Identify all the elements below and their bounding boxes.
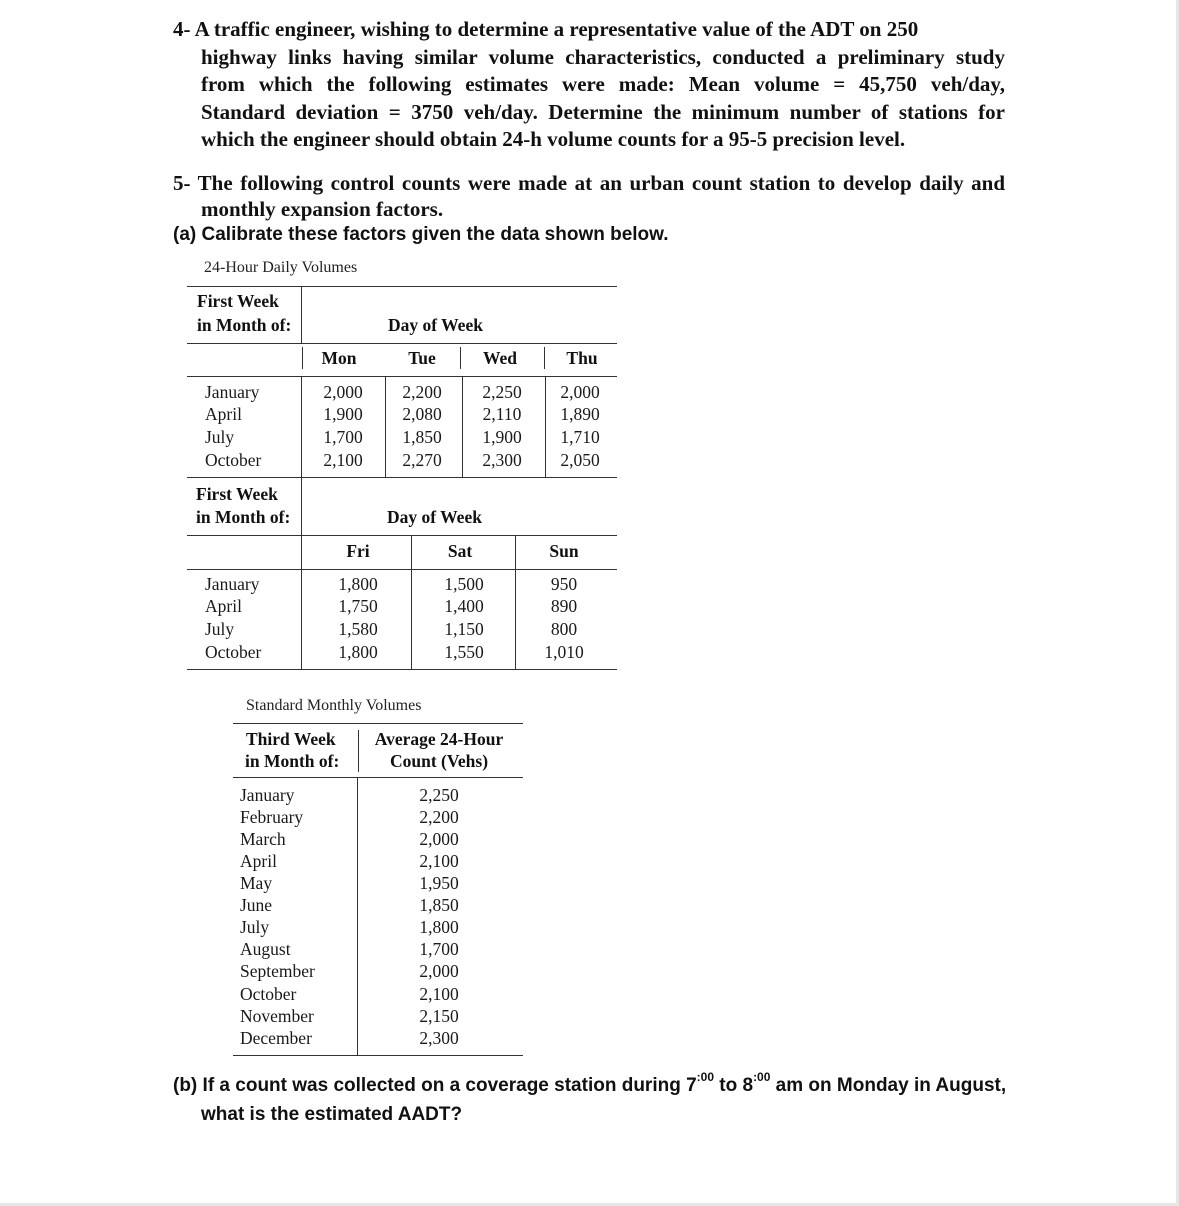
question-5-part-a: (a) Calibrate these factors given the data shown below. [173, 224, 669, 245]
monthly-month: April [240, 851, 277, 871]
monthly-bottom-rule [233, 1055, 523, 1056]
table1-day-divider [302, 347, 303, 369]
monthly-count: 2,000 [419, 829, 459, 849]
table1-day-divider [460, 347, 461, 369]
table1-cell: 1,900 [482, 427, 522, 447]
table1-month: July [205, 427, 235, 447]
table2-group-header: Day of Week [387, 507, 482, 527]
question-5-line-2: monthly expansion factors. [201, 196, 444, 221]
table2-cell: 1,550 [444, 642, 484, 662]
monthly-month: July [240, 917, 270, 937]
table1-cell: 1,710 [560, 427, 600, 447]
table2-cell: 950 [550, 574, 578, 594]
table1-body-divider [301, 377, 302, 477]
monthly-month: January [240, 785, 295, 805]
table2-cell: 1,400 [444, 596, 484, 616]
monthly-count: 2,000 [419, 961, 459, 981]
table2-bottom-rule [187, 669, 617, 670]
table1-group-rule [187, 343, 617, 344]
monthly-month: November [240, 1006, 314, 1026]
question-5-part-b [173, 1071, 1006, 1129]
question-5 [173, 171, 1005, 222]
table2-cell: 1,800 [338, 642, 378, 662]
table1-cell: 2,080 [402, 404, 442, 424]
table2-cell: 890 [550, 596, 578, 616]
table2-cell: 1,580 [338, 619, 378, 639]
monthly-count: 2,150 [419, 1006, 459, 1026]
monthly-month: September [240, 961, 315, 981]
question-4-line-2: highway links having similar volume characteristics, conducted a preliminary study [201, 44, 1005, 69]
table2-cell: 1,800 [338, 574, 378, 594]
table2-body-divider [411, 536, 412, 669]
daily-volumes-caption: 24-Hour Daily Volumes [204, 259, 358, 276]
monthly-month: March [240, 829, 286, 849]
table2-cell: 800 [550, 619, 578, 639]
table1-month: January [205, 382, 260, 402]
part-b-suffix: am on Monday in August, [770, 1075, 1007, 1096]
table1-cell: 2,000 [560, 382, 600, 402]
monthly-header-divider [358, 730, 359, 772]
monthly-count: 2,300 [419, 1028, 459, 1048]
question-4-line-1: 4- A traffic engineer, wishing to determine a representative value of the ADT on 250 [173, 17, 919, 41]
monthly-count: 2,100 [419, 984, 459, 1004]
table1-cell: 2,270 [402, 450, 442, 470]
table2-day-sun: Sun [549, 541, 579, 561]
monthly-col1-header-line1: Third Week [246, 729, 336, 749]
table2-group-rule [187, 535, 617, 536]
table2-day-fri: Fri [346, 541, 370, 561]
table2-row-header-line2: in Month of: [196, 507, 291, 527]
monthly-count: 1,850 [419, 895, 459, 915]
table1-cell: 1,890 [560, 404, 600, 424]
table1-group-header: Day of Week [388, 315, 483, 335]
table1-cell: 1,900 [323, 404, 363, 424]
table2-body-divider [515, 536, 516, 669]
monthly-count: 2,250 [419, 785, 459, 805]
table1-header-divider [301, 287, 302, 343]
table1-cell: 2,100 [323, 450, 363, 470]
monthly-col2-header-line2: Count (Vehs) [389, 751, 489, 771]
table2-header-divider [301, 478, 302, 535]
monthly-body-divider [357, 778, 358, 1055]
table2-row-header-line1: First Week [196, 484, 278, 504]
table1-month: April [205, 404, 242, 424]
table2-cell: 1,010 [544, 642, 584, 662]
table1-cell: 1,850 [402, 427, 442, 447]
question-5-line-1: 5- The following control counts were made at an urban count station to develop daily and [173, 171, 1005, 195]
table1-day-divider [544, 347, 545, 369]
question-4 [173, 16, 1005, 154]
monthly-count: 2,100 [419, 851, 459, 871]
monthly-col2-header-line1: Average 24-Hour [374, 729, 504, 749]
monthly-month: February [240, 807, 304, 827]
monthly-month: December [240, 1028, 312, 1048]
table1-cell: 2,050 [560, 450, 600, 470]
table1-day-thu: Thu [566, 348, 598, 368]
table1-bottom-rule [187, 477, 617, 478]
question-4-line-5: which the engineer should obtain 24-h volume counts for a 95-5 precision level. [201, 127, 906, 151]
table2-cell: 1,750 [338, 596, 378, 616]
table2-body-divider [301, 536, 302, 669]
monthly-count: 1,800 [419, 917, 459, 937]
part-b-time-start-minutes: :00 [696, 1069, 714, 1084]
table1-cell: 1,700 [323, 427, 363, 447]
monthly-month: October [240, 984, 297, 1004]
monthly-month: June [240, 895, 273, 915]
table1-month: October [205, 450, 262, 470]
part-b-line-2: what is the estimated AADT? [201, 1104, 463, 1125]
table2-month: July [205, 619, 235, 639]
question-4-line-3: from which the following estimates were made: Mean volume = 45,750 veh/day, [201, 72, 1005, 96]
monthly-count: 1,700 [419, 939, 459, 959]
part-b-prefix: (b) If a count was collected on a coverage station during 7 [173, 1075, 697, 1096]
table1-header-rule [187, 376, 617, 377]
table1-day-mon: Mon [321, 348, 357, 368]
table2-month: January [205, 574, 260, 594]
table1-cell: 2,110 [482, 404, 522, 424]
table1-cell: 2,200 [402, 382, 442, 402]
table2-day-sat: Sat [447, 541, 473, 561]
table2-cell: 1,150 [444, 619, 484, 639]
table1-cell: 2,000 [323, 382, 363, 402]
table1-cell: 2,300 [482, 450, 522, 470]
monthly-top-rule [233, 723, 523, 724]
table1-cell: 2,250 [482, 382, 522, 402]
table2-month: April [205, 596, 242, 616]
table2-cell: 1,500 [444, 574, 484, 594]
question-4-line-4: Standard deviation = 3750 veh/day. Determine the minimum number of stations for [201, 99, 1005, 124]
table1-row-header-line2: in Month of: [197, 315, 292, 335]
monthly-month: August [240, 939, 291, 959]
monthly-col1-header-line2: in Month of: [245, 751, 340, 771]
table1-day-wed: Wed [482, 348, 518, 368]
monthly-count: 2,200 [419, 807, 459, 827]
table1-body-divider [462, 377, 463, 477]
table1-row-header-line1: First Week [197, 291, 279, 311]
monthly-header-rule [233, 777, 523, 778]
table1-day-tue: Tue [408, 348, 436, 368]
table2-header-rule [187, 569, 617, 570]
table2-month: October [205, 642, 262, 662]
monthly-count: 1,950 [419, 873, 459, 893]
monthly-month: May [240, 873, 273, 893]
monthly-volumes-caption: Standard Monthly Volumes [246, 697, 422, 714]
table1-top-rule [187, 286, 617, 287]
part-b-mid: to 8 [714, 1075, 754, 1096]
part-b-time-end-minutes: :00 [753, 1069, 771, 1084]
